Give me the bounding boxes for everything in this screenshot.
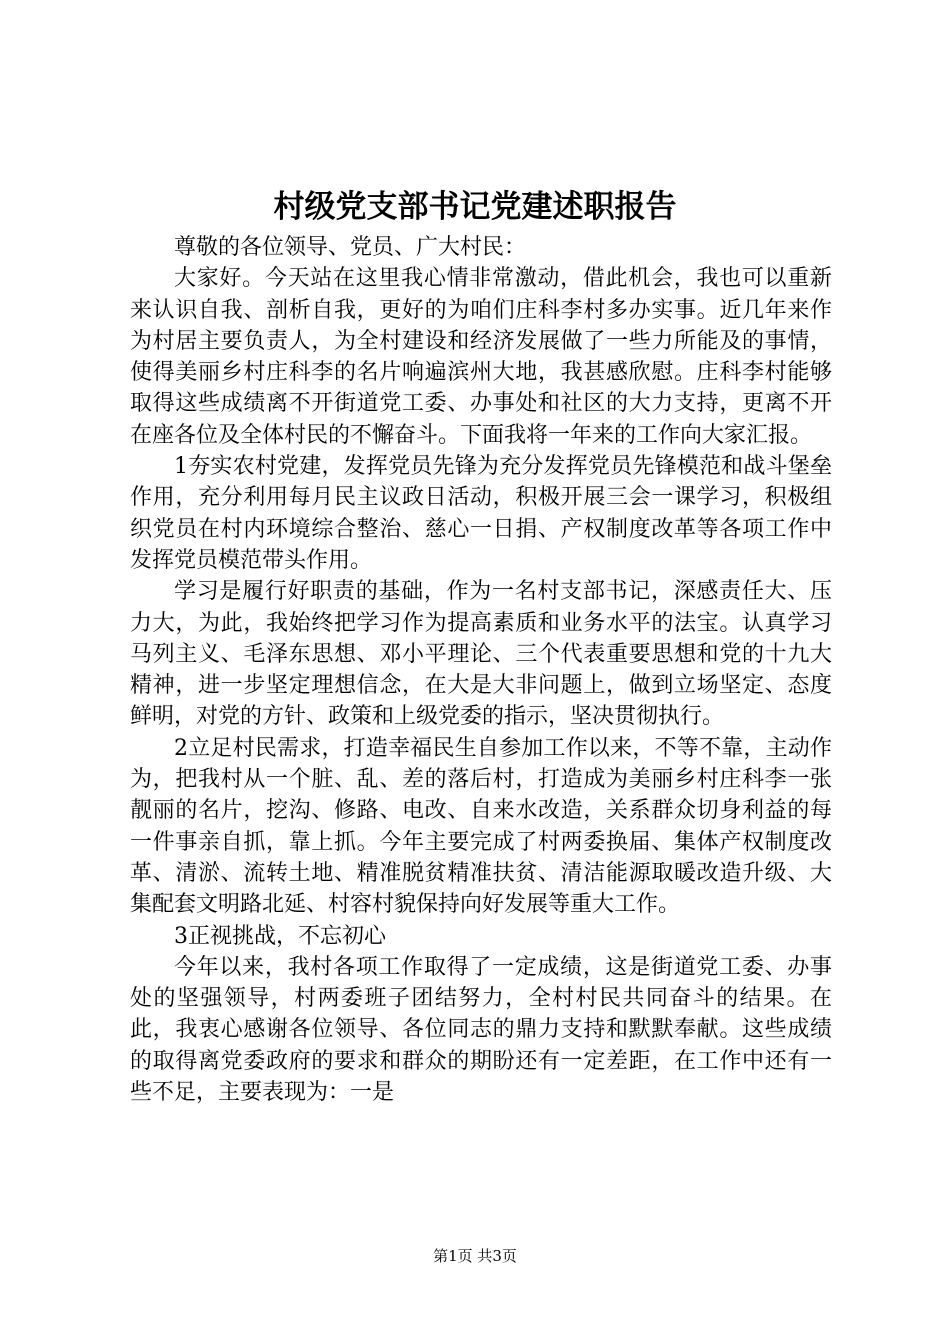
paragraph-livelihood: 2立足村民需求，打造幸福民生自参加工作以来，不等不靠，主动作为，把我村从一个脏、乱、差的落后村，打造成为美丽乡村庄科李一张靓丽的名片，挖沟、修路、电改、自来水改造，关系群众切身利益的每一件事亲自抓，靠上抓。今年主要完成了村两委换届、集体产权制度改革、清淤、流转土地、精准脱贫精准扶贫、清洁能源取暖改造升级、大集配套文明路北延、村容村貌保持向好发展等重大工作。	[130, 735, 832, 918]
paragraph-challenge-heading: 3正视挑战，不忘初心	[174, 923, 386, 949]
paragraph-achievements: 今年以来，我村各项工作取得了一定成绩，这是街道党工委、办事处的坚强领导，村两委班子团结努力，全村村民共同奋斗的结果。在此，我衷心感谢各位领导、各位同志的鼎力支持和默默奉献。这些成绩的取得离党委政府的要求和群众的期盼还有一定差距，在工作中还有一些不足，主要表现为：一是	[130, 954, 832, 1106]
paragraph-greeting: 大家好。今天站在这里我心情非常激动，借此机会，我也可以重新来认识自我、剖析自我，更好的为咱们庄科李村多办实事。近几年来作为村居主要负责人，为全村建设和经济发展做了一些力所能及的事情，使得美丽乡村庄科李的名片响遍滨州大地，我甚感欣慰。庄科李村能够取得这些成绩离不开街道党工委、办事处和社区的大力支持，更离不开在座各位及全体村民的不懈奋斗。下面我将一年来的工作向大家汇报。	[130, 266, 832, 448]
paragraph-study: 学习是履行好职责的基础，作为一名村支部书记，深感责任大、压力大，为此，我始终把学习作为提高素质和业务水平的法宝。认真学习马列主义、毛泽东思想、邓小平理论、三个代表重要思想和党的十九大精神，进一步坚定理想信念，在大是大非问题上，做到立场坚定、态度鲜明，对党的方针、政策和上级党委的指示，坚决贯彻执行。	[130, 579, 832, 730]
page-number-footer: 第1页 共3页	[433, 1247, 517, 1265]
paragraph-salutation: 尊敬的各位领导、党员、广大村民：	[174, 235, 527, 260]
document-title: 村级党支部书记党建述职报告	[273, 189, 677, 225]
paragraph-party-building: 1夯实农村党建，发挥党员先锋为充分发挥党员先锋模范和战斗堡垒作用，充分利用每月民主议政日活动，积极开展三会一课学习，积极组织党员在村内环境综合整治、慈心一日捐、产权制度改革等各项工作中发挥党员模范带头作用。	[130, 454, 832, 573]
document-body	[130, 232, 832, 1108]
